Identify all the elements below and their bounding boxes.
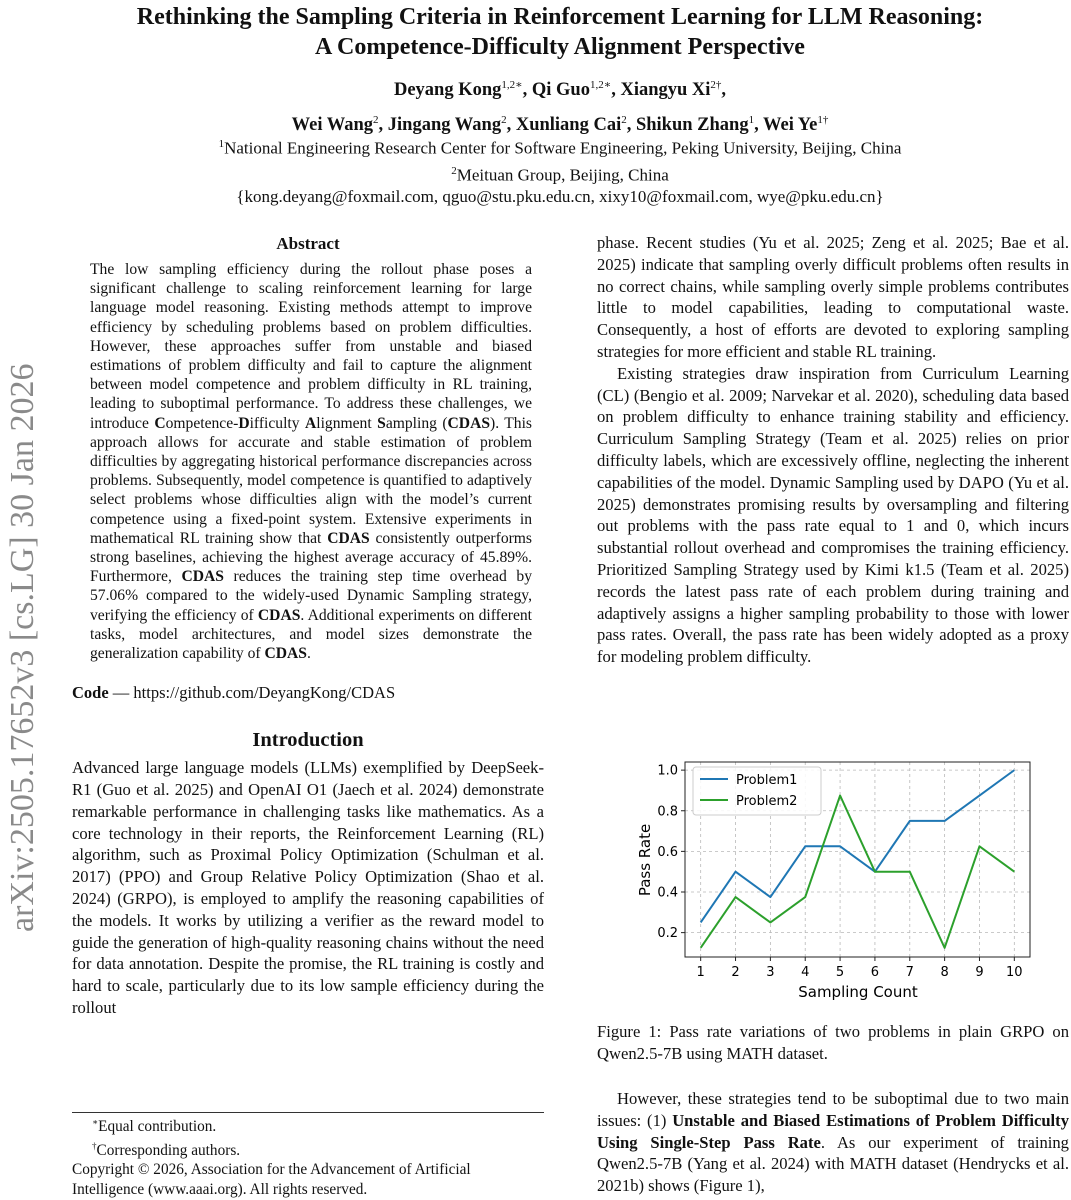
author-sep: , xyxy=(506,115,516,136)
abstract-text: reduces the training step time overhead by 57.06% compared to the widely-used Dynamic Sampling strategy, verifying the efficiency of xyxy=(90,568,532,624)
abstract-heading: Abstract xyxy=(276,234,340,253)
legend-label-problem1: Problem1 xyxy=(736,773,798,788)
footnote-mark: ∗ xyxy=(92,1117,99,1127)
author-sep: , xyxy=(378,115,388,136)
footnote-equal xyxy=(92,1113,544,1137)
right-column-continued xyxy=(597,1088,1069,1197)
affiliation-text: Meituan Group, Beijing, China xyxy=(456,165,669,185)
abstract-text: The low sampling efficiency during the rollout phase poses a significant challenge to scaling reinforcement learning for large language model reasoning. Existing methods attempt to improve efficiency by scheduling problems based on problem difficulties. However, these approaches suffer from unstable and biased estimations of problem difficulty and fail to capture the alignment between model competence and problem difficulty in RL training, leading to suboptimal performance. To address these challenges, we introduce xyxy=(90,261,532,432)
method-name: CDAS xyxy=(264,645,307,663)
affiliations xyxy=(60,133,1060,208)
title-line-1: Rethinking the Sampling Criteria in Reinforcement Learning for LLM Reasoning: xyxy=(136,4,984,30)
x-tick-label: 6 xyxy=(870,965,880,980)
author-sup: 1,2∗ xyxy=(501,79,523,91)
y-tick-label: 1.0 xyxy=(657,763,678,779)
code-label: Code xyxy=(72,683,109,703)
author-name: Shikun Zhang xyxy=(635,115,749,136)
arxiv-identifier: arXiv:2505.17652v3 [cs.LG] 30 Jan 2026 xyxy=(4,363,41,932)
author-name: Wei Wang xyxy=(291,115,374,136)
x-tick-label: 9 xyxy=(975,965,984,980)
author-sep: , xyxy=(611,80,621,101)
abstract-text: lignment xyxy=(316,414,378,432)
abstract-text: ompetence- xyxy=(165,414,239,432)
method-name: CDAS xyxy=(327,529,370,547)
title-line-2: A Competence-Difficulty Alignment Perspective xyxy=(315,34,805,60)
abstract-text: consistently outperforms strong baselines, achieving the highest average accuracy of 45.89%. Furthermore, xyxy=(90,529,533,586)
left-column xyxy=(72,232,544,1019)
email-list: {kong.deyang@foxmail.com, qguo@stu.pku.edu.cn, xixy10@foxmail.com, wye@pku.edu.cn} xyxy=(236,187,884,207)
author-sep: , xyxy=(754,115,764,136)
code-line xyxy=(72,683,544,703)
affiliation-sup: 2 xyxy=(451,164,457,177)
author-sup: 1 xyxy=(748,114,755,127)
right-column xyxy=(597,232,1069,668)
pass-rate-chart xyxy=(620,752,1040,1014)
author-sep: , xyxy=(721,80,727,101)
acronym-letter: C xyxy=(154,414,166,432)
introduction-heading: Introduction xyxy=(252,729,364,752)
x-tick-label: 2 xyxy=(731,965,740,980)
x-axis-label: Sampling Count xyxy=(798,983,918,1001)
y-tick-label: 0.4 xyxy=(657,885,678,901)
method-name: CDAS xyxy=(447,414,491,432)
paragraph-text: However, these strategies tend to be suboptimal due to two main issues: (1) xyxy=(597,1089,1069,1130)
footnote-text: Corresponding authors. xyxy=(96,1141,241,1159)
y-tick-label: 0.6 xyxy=(657,844,678,860)
method-name: CDAS xyxy=(257,606,301,624)
right-paragraph-3 xyxy=(597,1088,1069,1197)
x-tick-label: 3 xyxy=(766,965,775,980)
author-name: Jingang Wang xyxy=(387,115,502,136)
y-tick-label: 0.8 xyxy=(657,804,678,820)
y-tick-label: 0.2 xyxy=(657,926,678,942)
right-paragraph-1: phase. Recent studies (Yu et al. 2025; Zeng et al. 2025; Bae et al. 2025) indicate that sampling overly difficult problems often results in no correct chains, while sampling overly simple problems contributes little to model capabilities, leading to computational waste. Consequently, a host of efforts are devoted to exploring sampling strategies for more efficient and stable RL training. xyxy=(597,233,1069,361)
author-sep: , xyxy=(522,80,532,101)
y-axis-label: Pass Rate xyxy=(636,823,654,897)
affiliation-text: National Engineering Research Center for Software Engineering, Peking University, Beijing, China xyxy=(224,138,902,158)
legend-label-problem2: Problem2 xyxy=(736,794,798,809)
footnotes xyxy=(72,1112,544,1199)
footnote-mark: † xyxy=(92,1140,97,1151)
footnote-corresponding xyxy=(92,1137,544,1161)
author-sup: 1,2∗ xyxy=(589,79,612,91)
x-tick-label: 7 xyxy=(905,965,914,980)
x-tick-label: 10 xyxy=(1006,965,1023,980)
footnote-text: Equal contribution. xyxy=(98,1118,217,1136)
issue-heading: Unstable and Biased Estimations of Problem Difficulty Using Single-Step Pass Rate xyxy=(597,1110,1069,1152)
abstract-text: . xyxy=(306,645,311,663)
author-name: Qi Guo xyxy=(531,80,590,101)
right-paragraph-2: Existing strategies draw inspiration from Curriculum Learning (CL) (Bengio et al. 2009; Narvekar et al. 2020), scheduling data based on problem difficulty to enhance training stability and efficiency. Curriculum Sampling Strategy (Team et al. 2025) relies on prior difficulty labels, which are excessively offline, neglecting the inherent capabilities of the model. Dynamic Sampling used by DAPO (Yu et al. 2025) demonstrates promising results by oversampling and filtering out problems with the pass rate equal to 1 and 0, which incurs substantial rollout overhead and compromises the training efficiency. Prioritized Sampling Strategy used by Kimi k1.5 (Team et al. 2025) records the latest pass rate of each problem during training and adaptively assigns a higher sampling probability to those with lower pass rates. Overall, the pass rate has been widely adopted as a proxy for modeling problem difficulty. xyxy=(597,363,1069,667)
x-tick-label: 4 xyxy=(801,965,810,980)
copyright-notice: Copyright © 2026, Association for the Advancement of Artificial Intelligence (www.aaai.org). All rights reserved. xyxy=(72,1161,471,1198)
figure-caption: Figure 1: Pass rate variations of two problems in plain GRPO on Qwen2.5-7B using MATH dataset. xyxy=(597,1022,1069,1063)
author-sup: 2† xyxy=(710,79,722,91)
author-sup: 1† xyxy=(817,114,829,127)
paragraph-text: . As our experiment of training Qwen2.5-7B (Yang et al. 2024) with MATH dataset (Hendrycks et al. 2021b) shows (Figure 1), xyxy=(597,1132,1069,1196)
chart-legend xyxy=(693,767,821,815)
acronym-letter: D xyxy=(238,414,250,432)
acronym-letter: S xyxy=(377,414,386,432)
author-name: Deyang Kong xyxy=(393,80,502,101)
method-name: CDAS xyxy=(181,568,224,586)
abstract-body xyxy=(90,260,532,663)
x-tick-label: 5 xyxy=(835,965,845,980)
affiliation-2 xyxy=(60,160,1060,187)
author-name: Wei Ye xyxy=(763,115,818,136)
author-name: Xiangyu Xi xyxy=(620,80,711,101)
affiliation-sup: 1 xyxy=(218,138,225,150)
abstract-text: . Additional experiments on different tasks, model architectures, and model sizes demonstrate the generalization capability of xyxy=(90,606,532,663)
author-sep: , xyxy=(626,115,636,136)
abstract-text: ). This approach allows for accurate and stable estimation of problem difficulties by aggregating historical performance discrepancies across problems. Subsequently, model competence is quantified to adaptively select problems whose difficulties align with the model’s current competence using a fixed-point system. Extensive experiments in mathematical RL training show that xyxy=(90,414,532,547)
x-tick-label: 8 xyxy=(940,965,949,980)
author-sup: 2 xyxy=(621,114,627,127)
paper-title xyxy=(60,2,1060,62)
author-name: Xunliang Cai xyxy=(515,115,622,136)
author-row-1 xyxy=(60,70,1060,105)
code-link[interactable]: — https://github.com/DeyangKong/CDAS xyxy=(108,683,396,703)
intro-paragraph: Advanced large language models (LLMs) exemplified by DeepSeek-R1 (Guo et al. 2025) and OpenAI O1 (Jaech et al. 2024) demonstrate remarkable performance in challenging tasks like mathematics. As a core technology in their reports, the Reinforcement Learning (RL) algorithm, such as Proximal Policy Optimization (Schulman et al. 2017) (PPO) and Group Relative Policy Optimization (Shao et al. 2024) (GRPO), is employed to amplify the reasoning capabilities of the models. It works by utilizing a verifier as the reward model to guide the generation of high-quality reasoning chains without the need for data annotation. Despite the promise, the RL training is costly and hard to scale, particularly due to its low sample efficiency during the rollout xyxy=(72,758,544,1018)
abstract-text: ampling ( xyxy=(385,414,448,432)
author-sup: 2 xyxy=(501,114,507,127)
author-sup: 2 xyxy=(373,114,379,127)
series-line-problem2 xyxy=(701,796,1015,948)
x-tick-label: 1 xyxy=(696,965,705,980)
acronym-letter: A xyxy=(304,414,317,432)
affiliation-1 xyxy=(60,133,1060,160)
abstract-text: ifficulty xyxy=(249,414,305,432)
author-list xyxy=(60,70,1060,140)
